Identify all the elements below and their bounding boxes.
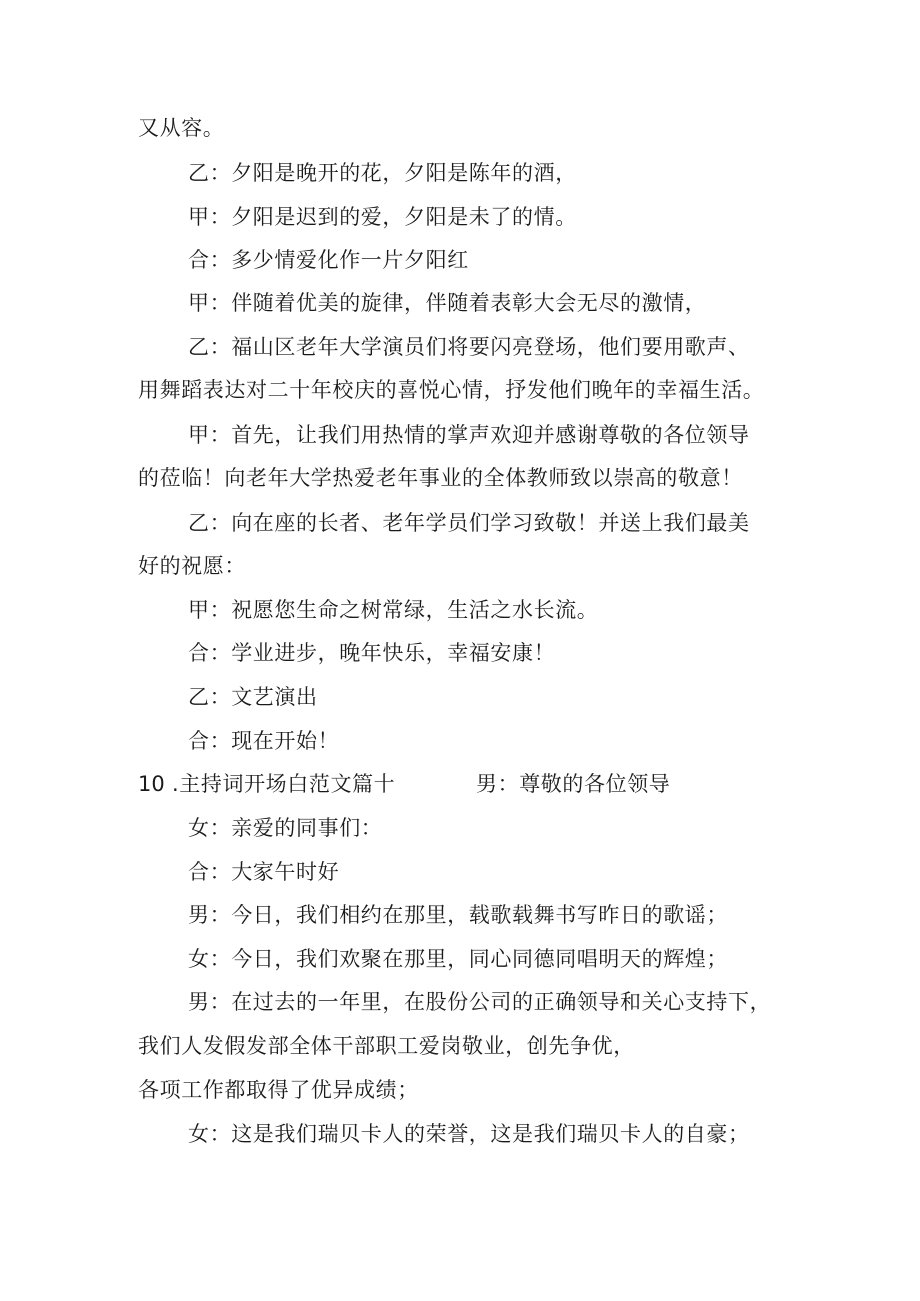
paragraph-line: 女：亲爱的同事们： (188, 816, 383, 840)
paragraph-line: 用舞蹈表达对二十年校庆的喜悦心情，抒发他们晚年的幸福生活。 (138, 378, 765, 402)
paragraph-line: 女：今日，我们欢聚在那里，同心同德同唱明天的辉煌； (188, 947, 728, 971)
paragraph-line: 甲：首先，让我们用热情的掌声欢迎并感谢尊敬的各位领导 (188, 423, 750, 447)
paragraph-line: 乙：向在座的长者、老年学员们学习致敬！并送上我们最美 (188, 511, 750, 535)
paragraph-line: 甲：夕阳是迟到的爱，夕阳是未了的情。 (188, 205, 577, 229)
paragraph-line: 的莅临！向老年大学热爱老年事业的全体教师致以崇高的敬意！ (138, 466, 743, 490)
paragraph-line: 甲：祝愿您生命之树常绿，生活之水长流。 (188, 598, 599, 622)
paragraph-line: 乙：文艺演出 (188, 685, 318, 709)
paragraph-line: 合：大家午时好 (188, 860, 340, 884)
paragraph-line: 又从容。 (138, 116, 225, 140)
paragraph-line: 乙：福山区老年大学演员们将要闪亮登场，他们要用歌声、 (188, 335, 750, 359)
paragraph-line: 男：在过去的一年里，在股份公司的正确领导和关心支持下， (188, 990, 772, 1014)
paragraph-line: 我们人发假发部全体干部职工爱岗敬业，创先争优， (138, 1034, 635, 1058)
paragraph-line: 合：现在开始！ (188, 729, 340, 753)
paragraph-line: 甲：伴随着优美的旋律，伴随着表彰大会无尽的激情， (188, 291, 707, 315)
paragraph-line: 各项工作都取得了优异成绩； (138, 1078, 419, 1102)
paragraph-line: 男：今日，我们相约在那里，载歌载舞书写昨日的歌谣； (188, 903, 728, 927)
heading-number: 10 (138, 772, 165, 796)
paragraph-line: 合：多少情爱化作一片夕阳红 (188, 248, 469, 272)
heading-tail: 男：尊敬的各位领导 (476, 772, 671, 796)
paragraph-line: 女：这是我们瑞贝卡人的荣誉，这是我们瑞贝卡人的自豪； (188, 1122, 750, 1146)
paragraph-line: 好的祝愿： (138, 554, 246, 578)
heading-title: .主持词开场白范文篇十 (172, 772, 396, 796)
paragraph-line: 合：学业进步，晚年快乐，幸福安康！ (188, 641, 556, 665)
paragraph-line: 乙：夕阳是晚开的花，夕阳是陈年的酒， (188, 161, 577, 185)
